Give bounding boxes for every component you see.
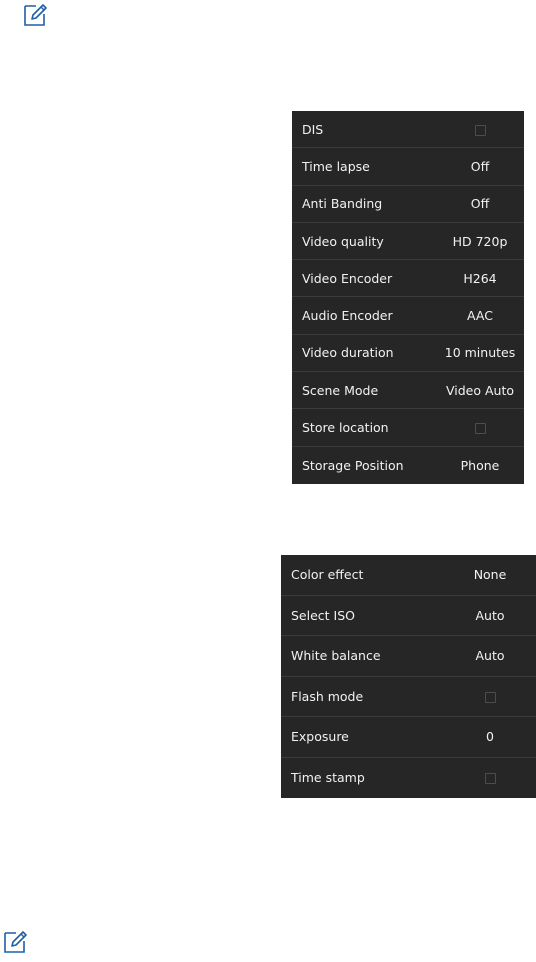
setting-label: Time lapse xyxy=(302,158,370,174)
setting-value: Auto xyxy=(475,648,505,664)
setting-row-anti-banding[interactable] xyxy=(292,186,524,223)
video-settings-panel xyxy=(292,111,524,484)
setting-row-scene-mode[interactable] xyxy=(292,372,524,409)
setting-value: H264 xyxy=(463,270,497,286)
setting-label: Color effect xyxy=(291,567,364,583)
setting-row-video-encoder[interactable] xyxy=(292,260,524,297)
setting-label: Exposure xyxy=(291,729,349,745)
edit-note-icon xyxy=(22,2,48,28)
setting-label: White balance xyxy=(291,648,381,664)
setting-value: Video Auto xyxy=(445,382,515,398)
setting-row-flash-mode[interactable] xyxy=(281,677,536,718)
setting-label: Store location xyxy=(302,420,389,436)
setting-value: None xyxy=(473,567,507,583)
setting-label: Flash mode xyxy=(291,688,364,704)
setting-row-color-effect[interactable] xyxy=(281,555,536,596)
setting-label: Select ISO xyxy=(291,607,355,623)
setting-value: Auto xyxy=(475,607,505,623)
setting-label: Video Encoder xyxy=(302,270,393,286)
photo-settings-panel xyxy=(281,555,536,798)
setting-value: 0 xyxy=(486,729,494,745)
setting-row-video-quality[interactable] xyxy=(292,223,524,260)
setting-row-exposure[interactable] xyxy=(281,717,536,758)
setting-value: Off xyxy=(470,158,490,174)
setting-row-white-balance[interactable] xyxy=(281,636,536,677)
setting-label: Scene Mode xyxy=(302,382,379,398)
setting-row-time-stamp[interactable] xyxy=(281,758,536,799)
setting-row-video-duration[interactable] xyxy=(292,335,524,372)
setting-value: 10 minutes xyxy=(444,345,516,361)
setting-value: Off xyxy=(470,196,490,212)
setting-label: Time stamp xyxy=(291,770,365,786)
edit-note-icon xyxy=(2,929,28,955)
dis-checkbox[interactable] xyxy=(475,125,486,136)
setting-label: Video duration xyxy=(302,345,394,361)
setting-label: Video quality xyxy=(302,233,384,249)
setting-row-dis[interactable] xyxy=(292,111,524,148)
setting-value: HD 720p xyxy=(452,233,508,249)
setting-label: Audio Encoder xyxy=(302,308,393,324)
setting-row-select-iso[interactable] xyxy=(281,596,536,637)
setting-row-store-location[interactable] xyxy=(292,409,524,446)
setting-row-time-lapse[interactable] xyxy=(292,148,524,185)
setting-value: Phone xyxy=(460,457,500,473)
setting-row-storage-position[interactable] xyxy=(292,447,524,484)
setting-row-audio-encoder[interactable] xyxy=(292,297,524,334)
setting-label: Anti Banding xyxy=(302,196,383,212)
time-stamp-checkbox[interactable] xyxy=(485,773,496,784)
setting-label: DIS xyxy=(302,121,324,137)
setting-value: AAC xyxy=(467,308,493,324)
store-location-checkbox[interactable] xyxy=(475,423,486,434)
setting-label: Storage Position xyxy=(302,457,404,473)
flash-mode-checkbox[interactable] xyxy=(485,692,496,703)
